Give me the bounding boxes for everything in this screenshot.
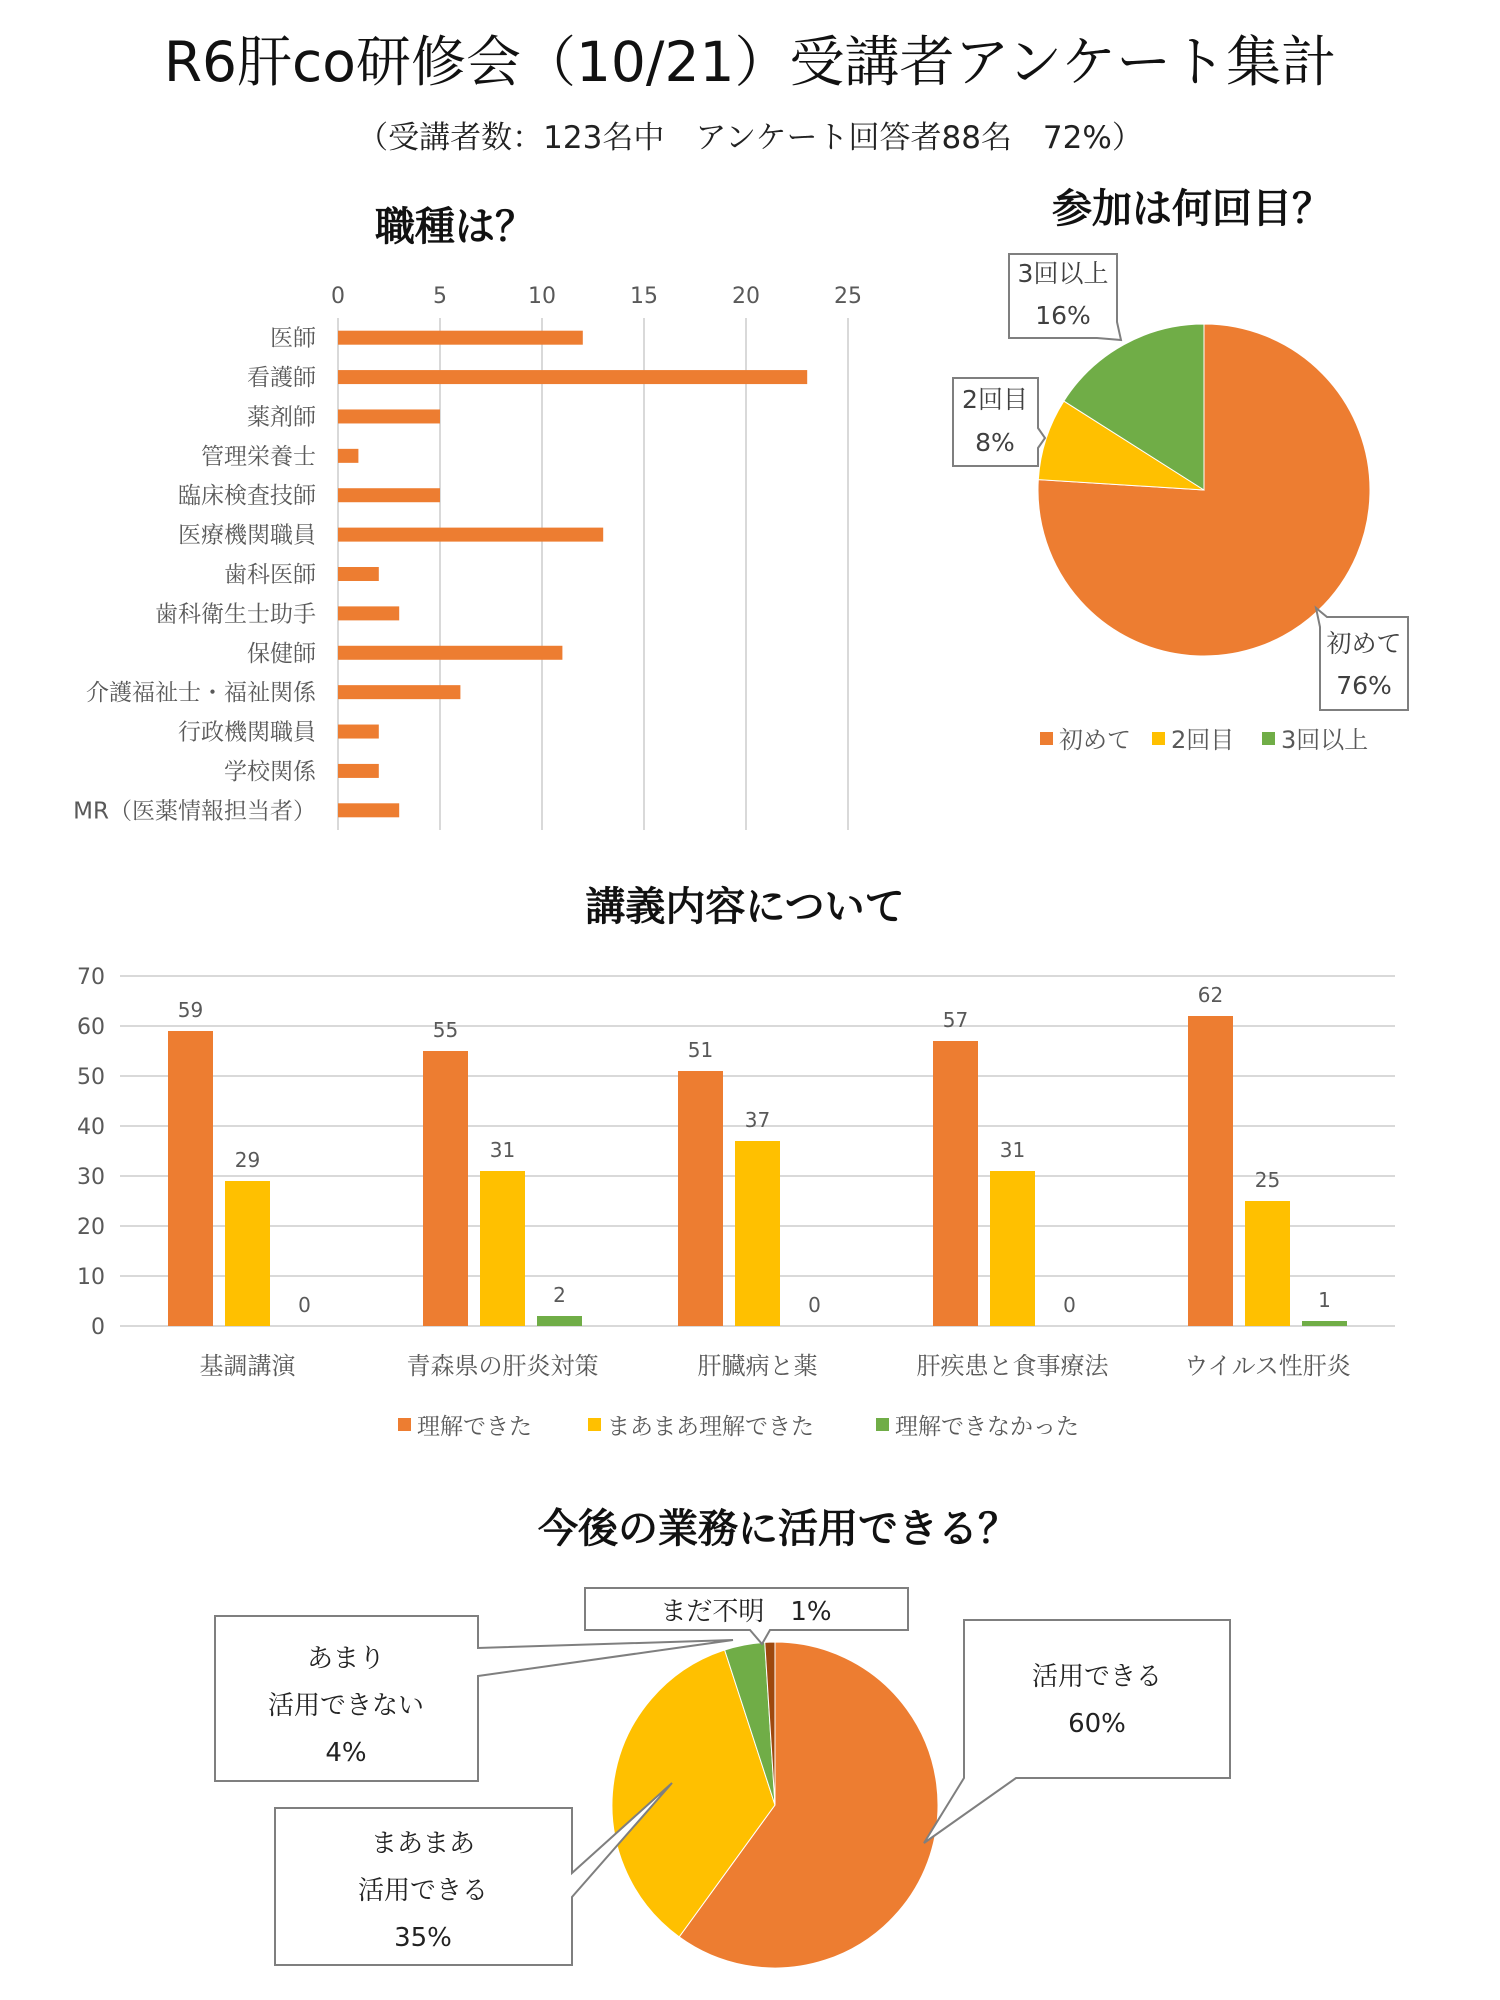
callout-text: 活用できる <box>1031 1662 1163 1692</box>
data-label: 55 <box>432 1018 459 1042</box>
callout-text: 活用できる <box>357 1876 489 1906</box>
legend-swatch <box>1152 732 1165 745</box>
x-tick-label: 10 <box>528 284 556 309</box>
legend-swatch <box>876 1418 889 1431</box>
occupation-bar <box>338 606 399 620</box>
lecture-bar <box>1245 1201 1290 1326</box>
category-label: 看護師 <box>247 365 316 392</box>
y-tick-label: 50 <box>77 1065 105 1090</box>
category-label: 歯科医師 <box>224 562 316 588</box>
category-label: 肝疾患と食事療法 <box>916 1352 1109 1380</box>
occupation-bar <box>338 803 399 817</box>
occupation-bar <box>338 764 379 778</box>
occupation-bar <box>338 646 562 660</box>
slice-label: 2回目 <box>962 385 1028 414</box>
lecture-bar <box>990 1171 1035 1326</box>
legend-label: 3回以上 <box>1281 726 1369 754</box>
data-label: 0 <box>808 1293 821 1317</box>
category-label: 青森県の肝炎対策 <box>406 1352 599 1380</box>
lecture-chart-title: 講義内容について <box>585 884 905 930</box>
data-label: 59 <box>177 998 204 1022</box>
category-label: MR（医薬情報担当者） <box>73 798 316 825</box>
occupation-chart-title: 職種は？ <box>375 204 535 250</box>
category-label: 保健師 <box>247 640 316 667</box>
y-tick-label: 70 <box>77 965 105 990</box>
occupation-bar <box>338 409 440 423</box>
occupation-bar <box>338 567 379 581</box>
category-label: 肝臓病と薬 <box>697 1352 818 1380</box>
occupation-bar <box>338 488 440 502</box>
legend-swatch <box>398 1418 411 1431</box>
lecture-bar <box>678 1071 723 1326</box>
data-label: 62 <box>1197 983 1224 1007</box>
x-tick-label: 5 <box>433 284 447 309</box>
slice-value-label: 76% <box>1336 671 1392 700</box>
callout-text: まあまあ <box>370 1829 476 1859</box>
legend-label: まあまあ理解できた <box>607 1414 814 1440</box>
occupation-bar <box>338 331 583 345</box>
callout-text: あまり <box>306 1644 386 1674</box>
data-label: 29 <box>234 1148 261 1172</box>
occupation-bar <box>338 370 807 384</box>
legend-swatch <box>588 1418 601 1431</box>
callout-text: まだ不明 1% <box>660 1597 832 1627</box>
data-label: 0 <box>1063 1293 1076 1317</box>
category-label: 医療機関職員 <box>178 522 316 549</box>
data-label: 25 <box>1254 1168 1281 1192</box>
lecture-bar <box>933 1041 978 1326</box>
data-label: 2 <box>553 1283 566 1307</box>
data-label: 0 <box>298 1293 311 1317</box>
legend-label: 初めて <box>1059 726 1131 754</box>
callout-text: 35% <box>394 1923 452 1953</box>
lecture-bar <box>735 1141 780 1326</box>
category-label: 基調講演 <box>199 1352 296 1380</box>
category-label: 介護福祉士・福祉関係 <box>86 680 316 707</box>
lecture-bar <box>225 1181 270 1326</box>
x-tick-label: 25 <box>834 284 862 309</box>
callout-text: 60% <box>1068 1709 1126 1739</box>
lecture-bar <box>1188 1016 1233 1326</box>
y-tick-label: 40 <box>77 1115 105 1140</box>
x-tick-label: 0 <box>331 284 345 309</box>
legend-label: 理解できなかった <box>895 1414 1079 1440</box>
data-label: 31 <box>999 1138 1026 1162</box>
y-tick-label: 20 <box>77 1215 105 1240</box>
slice-value-label: 16% <box>1035 301 1091 330</box>
data-label: 57 <box>942 1008 969 1032</box>
y-tick-label: 0 <box>91 1315 105 1340</box>
y-tick-label: 30 <box>77 1165 105 1190</box>
lecture-bar <box>423 1051 468 1326</box>
category-label: 行政機関職員 <box>178 719 316 746</box>
lecture-bar <box>168 1031 213 1326</box>
data-label: 51 <box>687 1038 714 1062</box>
data-label: 31 <box>489 1138 516 1162</box>
legend-label: 理解できた <box>417 1414 532 1440</box>
y-tick-label: 10 <box>77 1265 105 1290</box>
category-label: 医師 <box>270 325 316 352</box>
page-title: R6肝co研修会（10/21）受講者アンケート集計 <box>163 30 1337 94</box>
slice-label: 初めて <box>1326 629 1402 658</box>
y-tick-label: 60 <box>77 1015 105 1040</box>
x-tick-label: 20 <box>732 284 760 309</box>
page-subtitle: （受講者数：123名中 アンケート回答者88名 72%） <box>357 120 1143 156</box>
category-label: 管理栄養士 <box>201 443 316 470</box>
lecture-bar <box>537 1316 582 1326</box>
legend-swatch <box>1262 732 1275 745</box>
usefulness-chart-title: 今後の業務に活用できる？ <box>538 1506 1018 1552</box>
category-label: 学校関係 <box>224 758 316 785</box>
legend-swatch <box>1040 732 1053 745</box>
occupation-bar <box>338 725 379 739</box>
participation-chart-title: 参加は何回目？ <box>1052 186 1332 232</box>
slice-label: 3回以上 <box>1017 259 1109 288</box>
occupation-bar <box>338 528 603 542</box>
category-label: 薬剤師 <box>247 404 316 431</box>
slice-value-label: 8% <box>975 428 1015 457</box>
legend-label: 2回目 <box>1171 726 1235 754</box>
data-label: 1 <box>1318 1288 1331 1312</box>
category-label: ウイルス性肝炎 <box>1184 1352 1351 1380</box>
callout-text: 4% <box>325 1738 367 1768</box>
category-label: 歯科衛生士助手 <box>155 601 316 628</box>
lecture-bar <box>1302 1321 1347 1326</box>
occupation-bar <box>338 685 460 699</box>
occupation-bar <box>338 449 358 463</box>
callout-text: 活用できない <box>267 1691 425 1721</box>
category-label: 臨床検査技師 <box>178 483 316 510</box>
lecture-bar <box>480 1171 525 1326</box>
x-tick-label: 15 <box>630 284 658 309</box>
data-label: 37 <box>744 1108 771 1132</box>
